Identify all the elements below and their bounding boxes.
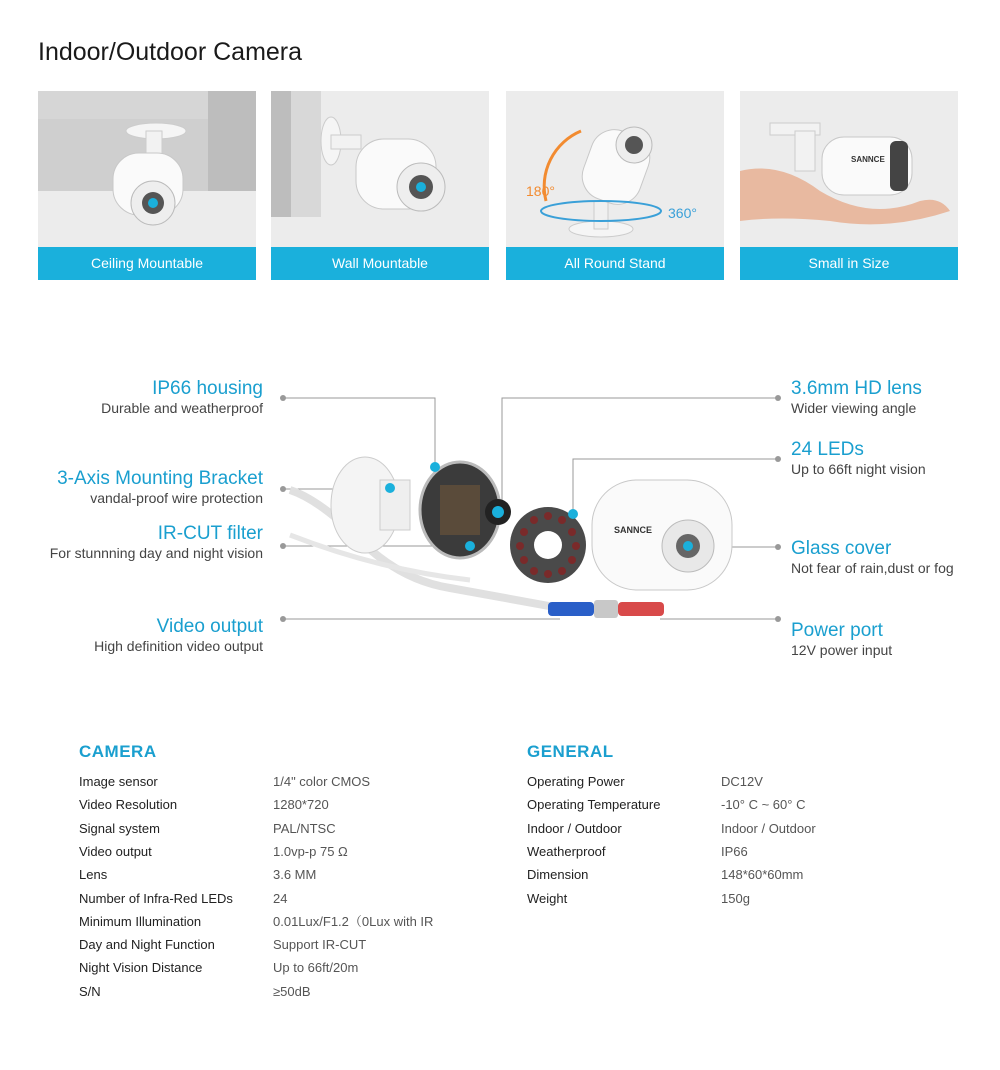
general-specs-table — [527, 772, 947, 922]
callout-bracket — [57, 468, 263, 506]
spec-row — [79, 842, 499, 862]
spec-value: ≥50dB — [273, 983, 311, 999]
spec-row — [79, 912, 499, 932]
spec-row — [527, 842, 947, 862]
callout-subtitle: Up to 66ft night vision — [791, 461, 926, 477]
spec-label: Operating Temperature — [527, 797, 661, 813]
spec-value: 24 — [273, 890, 288, 906]
callout-title: IP66 housing — [152, 378, 263, 399]
callout-title: 3.6mm HD lens — [791, 378, 922, 399]
spec-row — [79, 795, 499, 815]
feature-label: All Round Stand — [506, 247, 724, 280]
spec-label: Lens — [79, 867, 108, 883]
feature-label: Wall Mountable — [271, 247, 489, 280]
spec-value: PAL/NTSC — [273, 820, 336, 836]
spec-row — [79, 958, 499, 978]
brand-logo: SANNCE — [614, 525, 653, 535]
spec-value: DC12V — [721, 774, 763, 789]
feature-card-small — [740, 91, 958, 280]
callout-subtitle: For stunnning day and night vision — [49, 545, 263, 561]
brand-logo: SANNCE — [851, 155, 885, 164]
callout-title: 3-Axis Mounting Bracket — [57, 468, 263, 489]
spec-label: Weatherproof — [527, 843, 606, 859]
callout-ip66 — [101, 378, 263, 416]
callout-title: Glass cover — [791, 538, 892, 559]
spec-row — [79, 889, 499, 909]
callout-title: Power port — [791, 620, 883, 641]
callout-title: Video output — [156, 616, 263, 637]
callout-subtitle: High definition video output — [94, 638, 263, 654]
callout-ircut — [50, 523, 263, 561]
spec-label: Video Resolution — [79, 797, 178, 813]
callout-subtitle: Durable and weatherproof — [101, 400, 263, 416]
callout-subtitle: Wider viewing angle — [791, 400, 917, 416]
spec-label: Dimension — [527, 867, 589, 883]
spec-row — [527, 772, 947, 792]
spec-value: Support IR-CUT — [273, 937, 367, 953]
spec-row — [79, 935, 499, 955]
feature-card-wall — [271, 91, 489, 280]
spec-row — [79, 982, 499, 1002]
spec-label: Weight — [527, 890, 568, 906]
feature-card-ceiling — [38, 91, 256, 280]
spec-label: Minimum Illumination — [79, 913, 202, 929]
spec-label: Day and Night Function — [79, 937, 215, 953]
callout-lens — [791, 378, 922, 416]
camera-specs-table — [79, 772, 499, 1012]
spec-row — [79, 865, 499, 885]
feature-card-stand — [506, 91, 724, 280]
wall-mount-photo — [271, 91, 489, 247]
callout-glass-cover — [791, 538, 954, 576]
ceiling-mount-photo — [38, 91, 256, 247]
spec-value: -10° C ~ 60° C — [721, 797, 806, 813]
spec-value: 1.0vp-p 75 Ω — [273, 843, 348, 859]
spec-label: Number of Infra-Red LEDs — [79, 890, 233, 906]
spec-row — [527, 889, 947, 909]
spec-value: 1280*720 — [273, 797, 329, 813]
spec-value: 150g — [721, 890, 750, 906]
spec-value: 0.01Lux/F1.2（0Lux with IR — [273, 913, 434, 929]
spec-row — [527, 819, 947, 839]
spec-row — [79, 819, 499, 839]
spec-label: Signal system — [79, 820, 160, 836]
spec-value: 148*60*60mm — [721, 867, 804, 883]
callout-subtitle: vandal-proof wire protection — [90, 490, 263, 506]
spec-value: Indoor / Outdoor — [721, 820, 816, 836]
spec-label: Indoor / Outdoor — [527, 820, 622, 836]
callout-subtitle: 12V power input — [791, 642, 893, 658]
spec-value: Up to 66ft/20m — [273, 960, 359, 976]
spec-value: IP66 — [721, 843, 748, 859]
callout-title: 24 LEDs — [791, 439, 864, 460]
callout-title: IR-CUT filter — [157, 523, 263, 544]
spec-label: Operating Power — [527, 774, 625, 789]
angle-180-label: 180° — [526, 183, 555, 199]
angle-360-label: 360° — [668, 205, 697, 221]
callout-video-output — [94, 616, 263, 654]
general-specs-heading: GENERAL — [527, 742, 614, 761]
spec-value: 3.6 MM — [273, 867, 317, 883]
spec-label: Image sensor — [79, 774, 158, 789]
spec-value: 1/4" color CMOS — [273, 774, 371, 789]
feature-label: Ceiling Mountable — [38, 247, 256, 280]
callout-power-port — [791, 620, 892, 658]
spec-label: Video output — [79, 843, 152, 859]
spec-row — [79, 772, 499, 792]
spec-label: S/N — [79, 983, 101, 999]
stand-photo — [506, 91, 724, 247]
spec-row — [527, 865, 947, 885]
page-title: Indoor/Outdoor Camera — [38, 38, 303, 66]
camera-specs-heading: CAMERA — [79, 742, 157, 761]
feature-label: Small in Size — [740, 247, 958, 280]
spec-label: Night Vision Distance — [79, 960, 203, 976]
callout-leds — [791, 439, 926, 477]
spec-row — [527, 795, 947, 815]
callout-subtitle: Not fear of rain,dust or fog — [791, 560, 954, 576]
hand-photo — [740, 91, 958, 247]
